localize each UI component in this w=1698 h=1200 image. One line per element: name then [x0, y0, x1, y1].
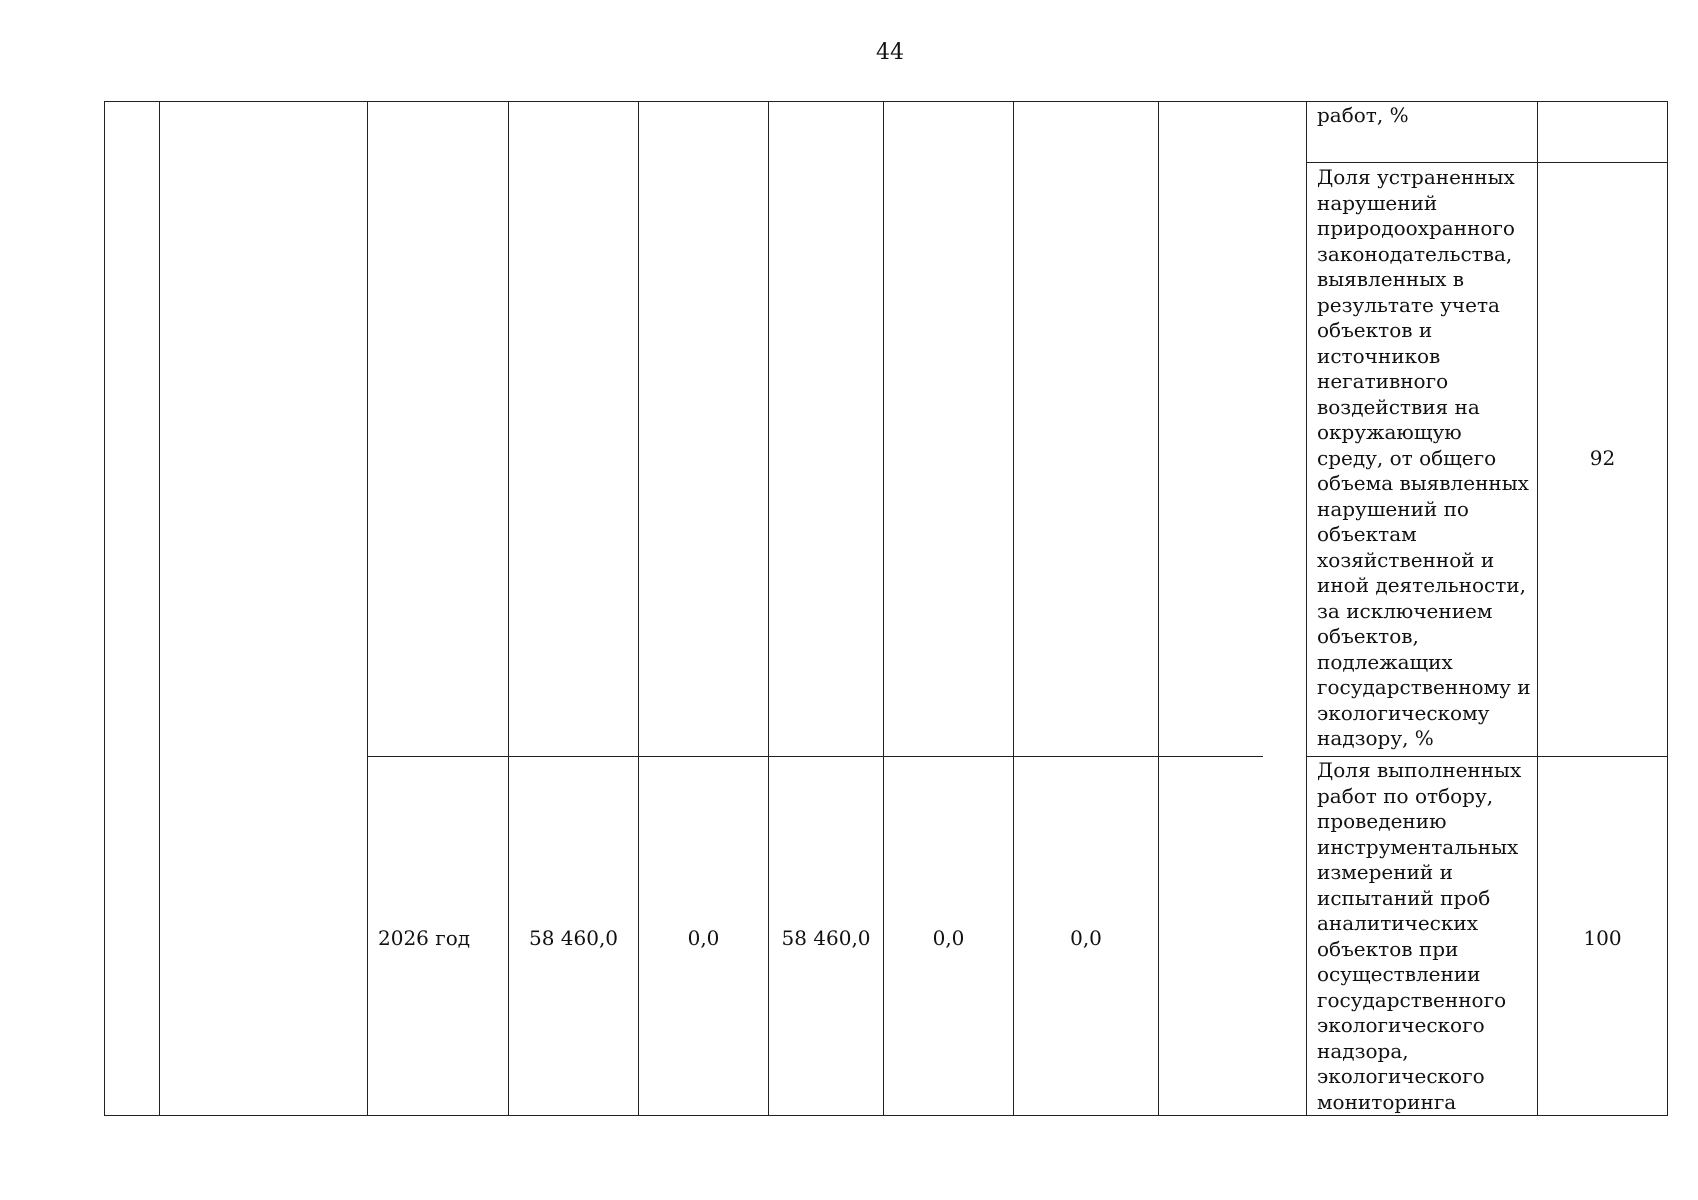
table-bottom-border	[104, 1115, 1668, 1116]
col-border-7	[1013, 101, 1014, 1116]
col-border-10	[1537, 101, 1538, 1116]
col-border-8	[1158, 101, 1159, 1116]
col-border-11	[1667, 101, 1668, 1116]
col-border-3	[508, 101, 509, 1116]
indicator-text: работ, %	[1317, 103, 1409, 127]
col-border-4	[638, 101, 639, 1116]
row-divider-year	[368, 756, 1263, 757]
page-number: 44	[876, 40, 904, 65]
amount-total: 58 460,0	[528, 926, 619, 950]
budget-table	[104, 101, 1668, 1116]
indicator-value: 92	[1589, 446, 1616, 470]
indicator-value: 100	[1583, 926, 1622, 950]
row-divider-indicator-1	[1307, 162, 1668, 163]
col-border-6	[883, 101, 884, 1116]
col-border-1	[159, 101, 160, 1116]
col-border-5	[768, 101, 769, 1116]
amount-regional: 58 460,0	[781, 926, 871, 950]
indicator-text: Доля устраненных нарушений природоохранного законодательства, выявленных в результате учета объектов и источников негативного воздействия на окружающую среду, от общего объема выявленных нарушений по объектам хозяйственной и иной деятельности, за исключением объектов, подлежащих государственному и экологическому надзору, %	[1317, 165, 1531, 750]
row-divider-indicator-2	[1307, 756, 1668, 757]
col-border-9	[1306, 101, 1307, 1116]
amount-federal: 0,0	[687, 926, 720, 950]
amount-other: 0,0	[1070, 926, 1102, 950]
indicator-text: Доля выполненных работ по отбору, проведению инструментальных измерений и испытаний проб аналитических объектов при осуществлении государственного экологического надзора, экологического мониторинга	[1317, 758, 1522, 1114]
col-border-0	[104, 101, 105, 1116]
col-border-2	[367, 101, 368, 1116]
year-cell: 2026 год	[378, 926, 471, 950]
table-top-border	[104, 101, 1668, 102]
amount-local: 0,0	[932, 926, 965, 950]
